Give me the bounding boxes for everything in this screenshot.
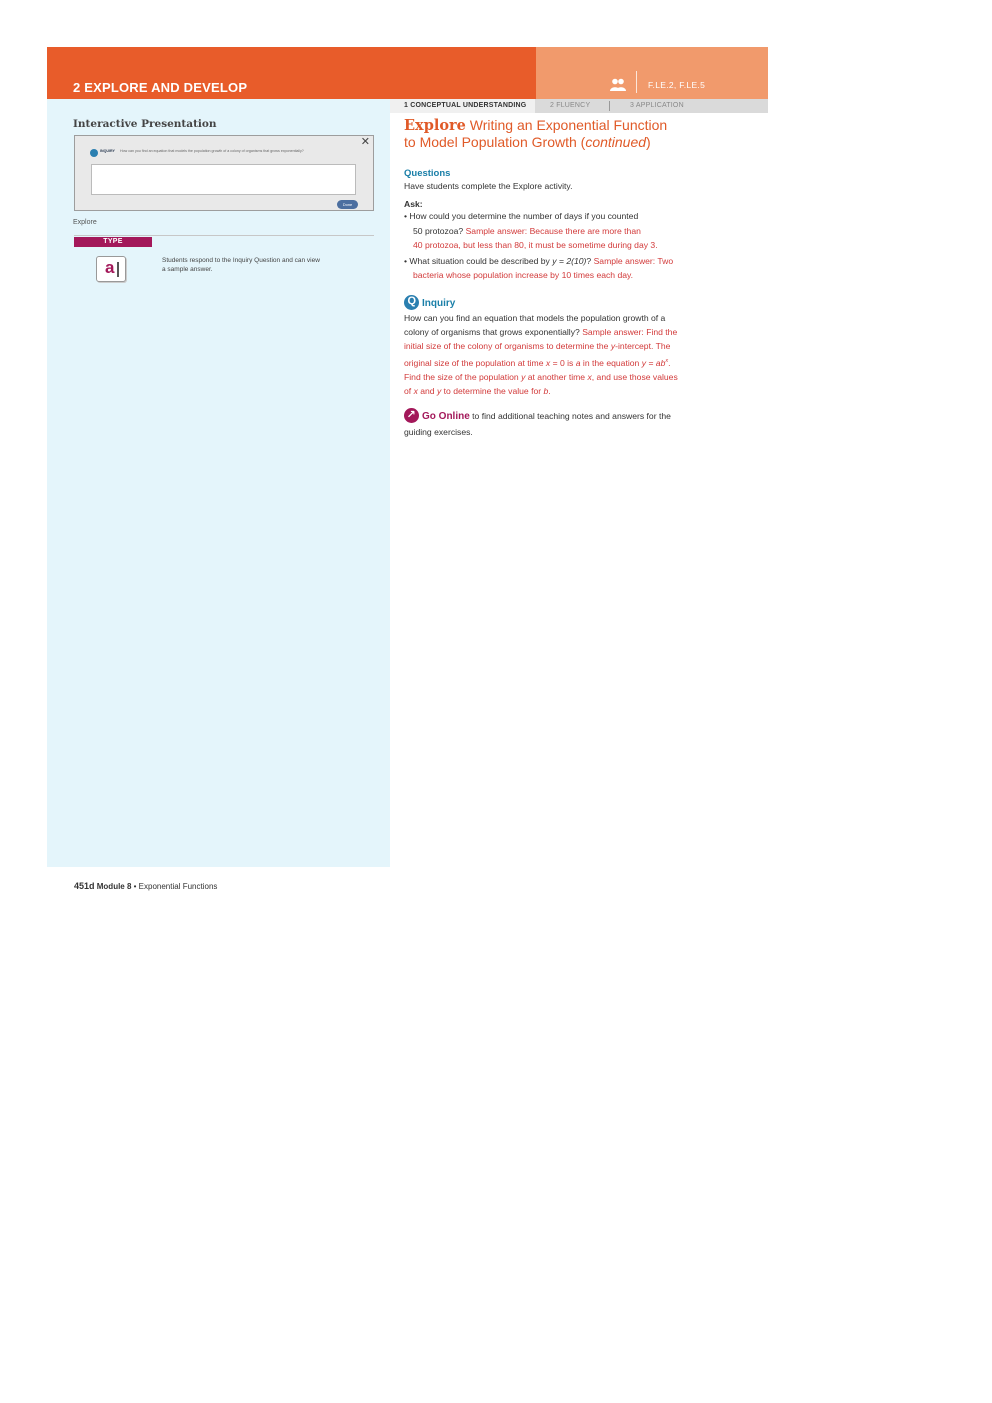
q2-line1-a: • What situation could be described by xyxy=(404,256,553,267)
page-footer xyxy=(74,881,217,891)
type-icon-glyph: a xyxy=(105,258,115,277)
group-icon xyxy=(610,78,626,91)
type-icon xyxy=(96,256,126,282)
inquiry-line-1: How can you find an equation that models the population growth of a xyxy=(404,312,666,323)
footer-topic: Exponential Functions xyxy=(138,882,218,891)
section-header xyxy=(47,47,536,99)
question-1 xyxy=(404,209,704,252)
inquiry-icon xyxy=(90,149,98,157)
footer-separator: • xyxy=(131,882,139,891)
thumbnail-caption: Explore xyxy=(73,219,97,226)
q1-line2-black: 50 protozoa? xyxy=(413,225,466,236)
questions-intro: Have students complete the Explore activity. xyxy=(404,181,573,191)
inquiry-icon xyxy=(404,295,419,310)
inquiry-answer-line-4: original size of the population at time x = 0 is a in the equation $y = ab^x$. xyxy=(404,357,671,368)
go-online-text-1: to find additional teaching notes and answers for the xyxy=(469,411,671,422)
inquiry-heading: Inquiry xyxy=(422,297,456,309)
go-online-icon xyxy=(404,408,419,423)
inquiry-answer-start: Sample answer: Find the xyxy=(582,327,678,338)
inquiry-body xyxy=(404,311,704,399)
title-strong: Explore xyxy=(404,117,466,134)
type-description: Students respond to the Inquiry Question and can view a sample answer. xyxy=(162,257,320,273)
text-cursor-icon xyxy=(117,262,119,277)
go-online-heading[interactable]: Go Online xyxy=(422,411,470,423)
tab-application[interactable]: 3 APPLICATION xyxy=(630,102,684,109)
q1-answer-a: Sample answer: Because there are more than xyxy=(465,225,641,236)
page-number: 451d xyxy=(74,881,95,891)
tab-conceptual-understanding[interactable]: 1 CONCEPTUAL UNDERSTANDING xyxy=(404,102,527,109)
inquiry-answer-line-5: Find the size of the population y at another time x, and use those values xyxy=(404,371,678,382)
inquiry-answer-line-6: of x and y to determine the value for b. xyxy=(404,386,551,397)
q2-answer-b: bacteria whose population increase by 10 times each day. xyxy=(413,270,634,281)
inquiry-question-text: How can you find an equation that models the population growth of a colony of organisms that grows exponentially? xyxy=(120,149,304,153)
inquiry-question-row xyxy=(90,149,360,158)
header-divider xyxy=(636,71,637,93)
caption-divider xyxy=(74,235,374,236)
question-2 xyxy=(404,254,704,283)
q2-answer-a: Sample answer: Two xyxy=(593,256,674,267)
title-line2-italic: continued xyxy=(585,134,647,150)
go-online-text-2: guiding exercises. xyxy=(404,426,473,437)
module-label: Module 8 xyxy=(96,882,132,891)
ask-label: Ask: xyxy=(404,199,423,210)
section-title: 2 EXPLORE AND DEVELOP xyxy=(73,80,248,95)
type-label: TYPE xyxy=(74,237,152,247)
answer-textbox[interactable] xyxy=(91,164,356,195)
main-content xyxy=(404,117,704,439)
q2-equation: y = 2(10) xyxy=(552,256,587,267)
title-rest: Writing an Exponential Function xyxy=(465,117,668,133)
inquiry-heading-row xyxy=(404,293,704,311)
presentation-thumbnail[interactable] xyxy=(74,135,374,211)
q2-line1-b: ? xyxy=(586,256,594,267)
tab-separator xyxy=(609,101,610,111)
standards-label: F.LE.2, F.LE.5 xyxy=(648,80,706,90)
standards-header xyxy=(536,47,768,99)
title-line2-a: to Model Population Growth ( xyxy=(404,134,586,150)
inquiry-line-2: colony of organisms that grows exponentially? xyxy=(404,327,583,338)
questions-heading: Questions xyxy=(404,168,451,179)
inquiry-label: INQUIRY xyxy=(100,149,115,153)
tabs-bar xyxy=(390,99,768,113)
inquiry-answer-line-3: initial size of the colony of organisms to determine the y-intercept. The xyxy=(404,341,671,352)
sidebar xyxy=(47,99,390,867)
title-line2-b: ) xyxy=(646,134,651,150)
q1-line1: • How could you determine the number of days if you counted xyxy=(404,211,639,222)
done-button[interactable]: Done xyxy=(337,200,358,209)
page-title xyxy=(404,117,704,151)
interactive-presentation-title: Interactive Presentation xyxy=(73,118,217,130)
close-icon: ✕ xyxy=(360,136,370,148)
go-online-note xyxy=(404,408,704,439)
tab-fluency[interactable]: 2 FLUENCY xyxy=(550,102,591,109)
q1-answer-b: 40 protozoa, but less than 80, it must be sometime during day 3. xyxy=(413,239,658,250)
